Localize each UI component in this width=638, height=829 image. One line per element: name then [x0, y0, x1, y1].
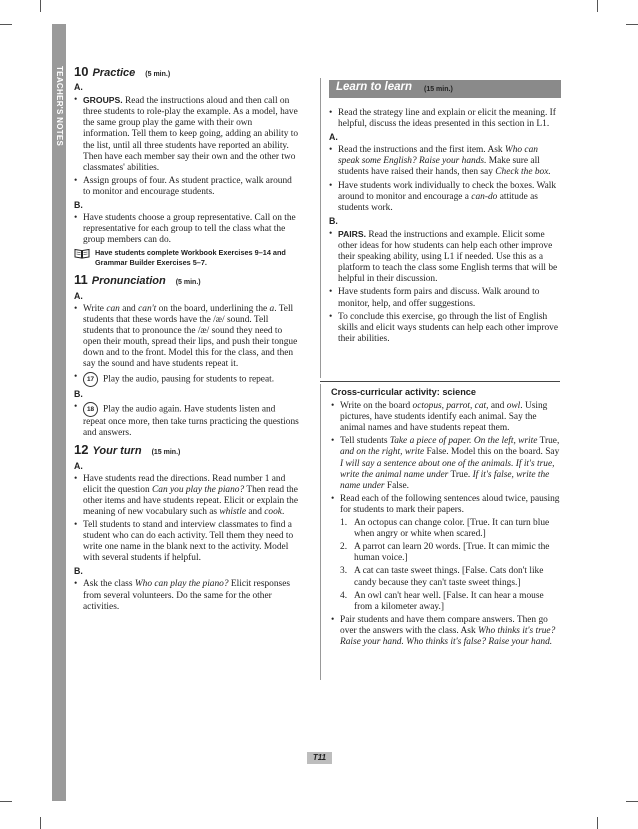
list-item: • Have students form pairs and discuss. Walk around to monitor, help, and offer suggestions.	[329, 287, 561, 309]
crop-mark	[40, 817, 41, 829]
list-item: • Assign groups of four. As student practice, walk around to monitor and encourage students.	[74, 176, 300, 198]
list-item	[74, 95, 300, 174]
workbook-text: Have students complete Workbook Exercises 9–14 and Grammar Builder Exercises 5–7.	[95, 248, 286, 268]
section-number: 10	[74, 64, 89, 79]
fact-item: 3. A cat can taste sweet things. [False. Cats don't like candy because they can't taste sweet things.]	[340, 566, 544, 588]
list-item	[74, 402, 300, 439]
list-item: • Have students choose a group representative. Call on the representative for each group to tell the class what the group members can do.	[74, 213, 300, 246]
item-text: Read the instructions and example. Elicit some other ideas for how students can help each other improve their speaking ability, using L1 if needed. Use this as a platform to teach the class some English terms that will be helpful in their discussion.	[338, 229, 558, 285]
subsection-label: A.	[74, 290, 83, 301]
crop-mark	[597, 0, 598, 12]
list-item: • Ask the class Who can play the piano? Elicit responses from several volunteers. Do the same for the other activities.	[74, 579, 300, 612]
list-item: • Have students read the directions. Read number 1 and elicit the question Can you play the piano? Then read the other items and have students repeat. Elicit or explain the meaning of new vocabulary such as whistle and cook.	[74, 474, 300, 518]
list-item: • Tell students Take a piece of paper. On the left, write True, and on the right, write False. Model this on the board. Say I will say a sentence about one of the animals. If it's true, write the animal name under True. If it's false, write the name under False.	[331, 436, 561, 491]
list-item	[74, 372, 300, 387]
fact-item: 1. An octopus can change color. [True. It can turn blue when angry or white when scared.]	[340, 518, 550, 540]
column-divider	[320, 384, 321, 680]
bullet-list	[331, 401, 561, 648]
section-time: (5 min.)	[145, 71, 171, 78]
left-column	[74, 66, 300, 615]
list-item	[329, 229, 561, 285]
column-divider	[320, 78, 321, 378]
page-number: T11	[312, 753, 327, 762]
subsection-label: B.	[74, 200, 83, 211]
book-icon	[74, 248, 90, 259]
crop-mark	[0, 24, 12, 25]
item-text: Read the instructions aloud and then call on three students to role-play the example. As a model, have the same group play the game with their own information. Tell them to keep going, adding an ability to the list, until all three students have reported an ability. Then have each member say their own and the other two classmates' abilities.	[83, 96, 299, 173]
section-title: Practice	[92, 67, 136, 79]
learn-to-learn-time: (15 min.)	[424, 86, 453, 93]
audio-track-badge[interactable]: 18	[83, 402, 98, 417]
section-title: Your turn	[92, 445, 142, 458]
section-number: 11	[74, 272, 88, 288]
cross-curricular-heading: Cross-curricular activity: science	[331, 387, 477, 397]
bullet-list	[74, 213, 300, 246]
bullet-list	[74, 402, 300, 439]
bullet-list	[74, 474, 300, 565]
section-11-header	[74, 274, 300, 288]
list-item: • Have students work individually to check the boxes. Walk around to monitor and encourage a can-do attitude as students work.	[329, 181, 561, 214]
sidebar-label: TEACHER'S NOTES	[55, 66, 64, 147]
crop-mark	[626, 801, 638, 802]
section-time: (15 min.)	[151, 449, 181, 457]
crop-mark	[0, 801, 12, 802]
section-number: 12	[74, 442, 89, 458]
subsection-label: A.	[74, 82, 83, 93]
bullet-list	[329, 108, 561, 130]
bullet-list	[329, 145, 561, 214]
item-lead: PAIRS.	[338, 228, 367, 239]
right-column	[329, 108, 561, 347]
crop-mark	[626, 24, 638, 25]
subsection-label: A.	[329, 132, 338, 143]
fact-list	[340, 518, 561, 613]
item-text: Play the audio, pausing for students to repeat.	[103, 374, 275, 385]
item-lead: GROUPS.	[83, 95, 123, 106]
bullet-list	[329, 229, 561, 345]
cross-curricular-rule	[320, 381, 560, 382]
crop-mark	[40, 0, 41, 12]
list-item	[331, 494, 561, 613]
list-item: • Tell students to stand and interview classmates to find a student who can do each activity. Tell them they need to write one name in the blank next to the activity. Model with several students if helpful.	[74, 520, 300, 564]
item-text: Read each of the following sentences aloud twice, pausing for students to mark their papers.	[340, 493, 560, 515]
item-text: Play the audio again. Have students listen and repeat once more, then take turns practicing the questions and answers.	[83, 404, 299, 439]
crop-mark	[597, 817, 598, 829]
learn-to-learn-title: Learn to learn	[336, 81, 413, 93]
section-time: (5 min.)	[175, 279, 201, 287]
list-item: • Pair students and have them compare answers. Then go over the answers with the class. Ask Who thinks it's true? Raise your hand. Who thinks it's false? Raise your hand.	[331, 615, 561, 648]
bullet-list	[74, 95, 300, 198]
list-item: • Read the instructions and the first item. Ask Who can speak some English? Raise your hands. Make sure all students have raised their hands, then say Check the box.	[329, 145, 561, 178]
workbook-note	[74, 248, 300, 268]
list-item: • To conclude this exercise, go through the list of English skills and elicit ways students can help each other improve their abilities.	[329, 312, 561, 345]
fact-item: 4. An owl can't hear well. [False. It can hear a mouse from a kilometer away.]	[340, 590, 544, 612]
audio-track-badge[interactable]: 17	[83, 372, 98, 387]
bullet-list	[74, 579, 300, 612]
subsection-label: A.	[74, 460, 83, 471]
bullet-list	[74, 304, 300, 388]
fact-item: 2. A parrot can learn 20 words. [True. It can mimic the human voice.]	[340, 542, 550, 564]
subsection-label: B.	[74, 566, 83, 577]
list-item: • Write can and can't on the board, underlining the a. Tell students that these words have the /æ/ sound. Tell students that to pronounce the /æ/ sound they need to open their mouth, spread their lips, and push their tongue down and to the front. Model this for the class, and then say the sound and have students repeat it.	[74, 304, 300, 371]
cross-curricular-box	[331, 387, 561, 650]
section-title: Pronunciation	[91, 275, 166, 288]
list-item: • Read the strategy line and explain or elicit the meaning. If helpful, discuss the ideas presented in this section in L1.	[329, 108, 561, 130]
section-10-header	[74, 66, 300, 80]
subsection-label: B.	[329, 215, 338, 226]
section-12-header	[74, 444, 300, 458]
list-item: • Write on the board octopus, parrot, cat, and owl. Using pictures, have students identify each animal. Say the animal names and have students repeat them.	[331, 401, 561, 434]
subsection-label: B.	[74, 389, 83, 400]
